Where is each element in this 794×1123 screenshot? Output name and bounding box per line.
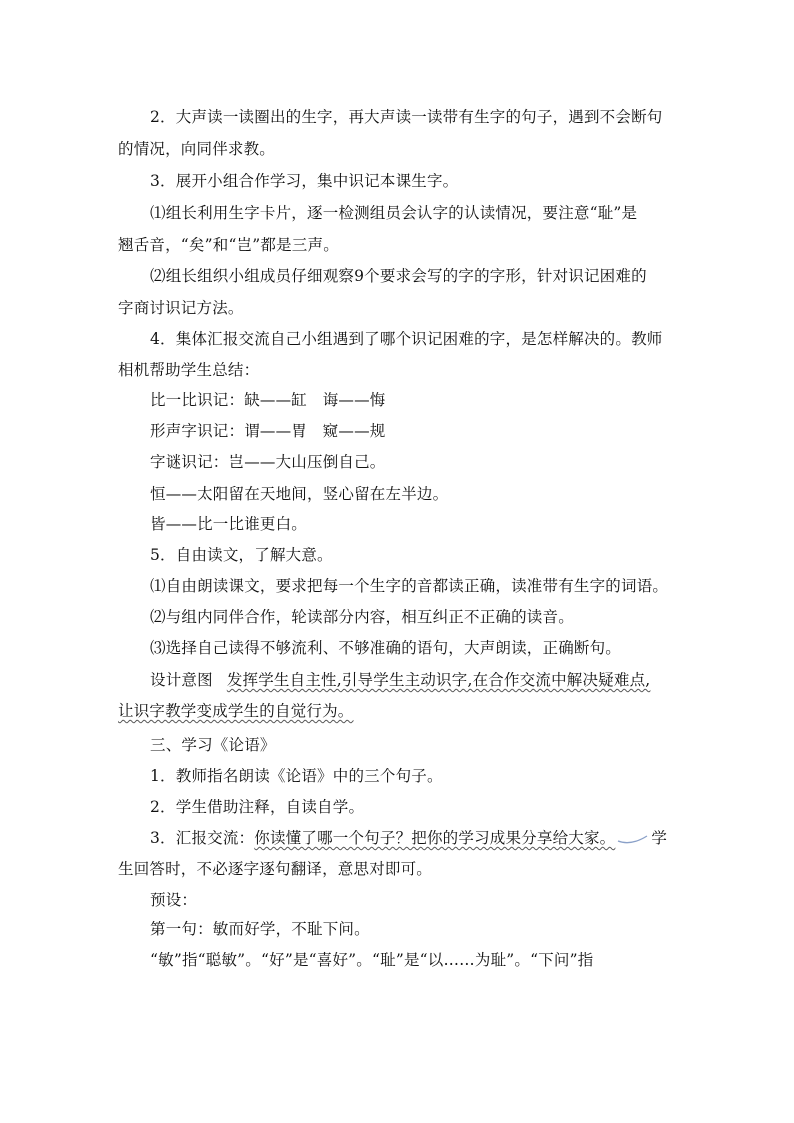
paragraph-line: ⑵与组内同伴合作，轮读部分内容，相互纠正不正确的读音。 — [150, 608, 574, 626]
paragraph-line: ⑴组长利用生字卡片，逐一检测组员会认字的认读情况，要注意“耻”是 — [150, 204, 638, 222]
design-intent-text-cont: 让识字教学变成学生的自觉行为。 — [118, 702, 354, 720]
paragraph-line: 4．集体汇报交流自己小组遇到了哪个识记困难的字，是怎样解决的。教师 — [150, 330, 663, 348]
list-item: 2．学生借助注释，自读自学。 — [150, 798, 365, 816]
section-heading: 三、学习《论语》 — [150, 736, 276, 754]
paragraph-line: 形声字识记：谓——胃 窥——规 — [150, 422, 386, 440]
paragraph-line: 翘舌音，“矣”和“岂”都是三声。 — [118, 236, 339, 254]
underlined-question: 你读懂了哪一个句子？把你的学习成果分享给大家。 — [254, 829, 616, 847]
item-suffix: 学 — [651, 829, 668, 847]
curve-mark-icon — [615, 833, 651, 845]
design-intent-line — [150, 665, 678, 695]
paragraph-line: ⑴自由朗读课文，要求把每一个生字的音都读正确，读准带有生字的词语。 — [150, 577, 669, 595]
paragraph-line: 皆——比一比谁更白。 — [150, 515, 308, 533]
list-item — [150, 823, 678, 853]
paragraph-line: 生回答时，不必逐字逐句翻译，意思对即可。 — [118, 860, 433, 878]
paragraph-line: 字谜识记：岂——大山压倒自己。 — [150, 453, 386, 471]
paragraph-line: 5．自由读文，了解大意。 — [150, 546, 333, 564]
item-prefix: 3．汇报交流： — [150, 829, 255, 847]
design-intent-line-2 — [118, 696, 678, 726]
paragraph-line: 3．展开小组合作学习，集中识记本课生字。 — [150, 172, 459, 190]
sentence-line: 第一句：敏而好学，不耻下问。 — [150, 920, 370, 938]
paragraph-line: 的情况，向同伴求教。 — [118, 140, 276, 158]
paragraph-line: 比一比识记：缺——缸 诲——悔 — [150, 391, 386, 409]
preset-label: 预设： — [150, 891, 198, 909]
paragraph-line: ⑵组长组织小组成员仔细观察9个要求会写的字的字形，针对识记困难的 — [150, 267, 647, 285]
explanation-line: “敏”指“聪敏”。“好”是“喜好”。“耻”是“以……为耻”。“下问”指 — [150, 951, 594, 969]
design-intent-text: 发挥学生自主性,引导学生主动识字,在合作交流中解决疑难点, — [226, 671, 651, 689]
paragraph-line: ⑶选择自己读得不够流利、不够准确的语句，大声朗读，正确断句。 — [150, 639, 622, 657]
paragraph-line: 字商讨识记方法。 — [118, 299, 244, 317]
paragraph-line: 2．大声读一读圈出的生字，再大声读一读带有生字的句子，遇到不会断句 — [150, 108, 663, 126]
paragraph-line: 恒——太阳留在天地间，竖心留在左半边。 — [150, 485, 449, 503]
design-intent-label: 设计意图 — [150, 671, 213, 689]
paragraph-line: 相机帮助学生总结： — [118, 361, 260, 379]
list-item: 1．教师指名朗读《论语》中的三个句子。 — [150, 767, 443, 785]
